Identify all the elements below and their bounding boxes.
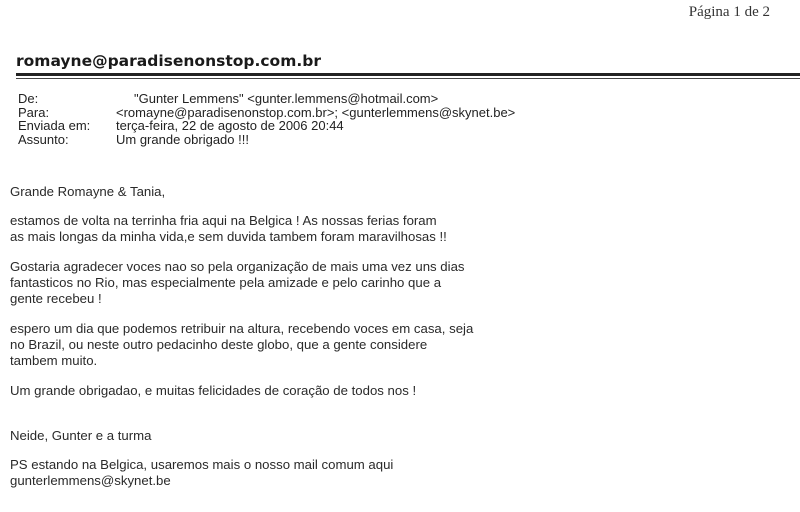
header-divider-thin bbox=[16, 78, 800, 79]
paragraph-4: Um grande obrigadao, e muitas felicidades de coração de todos nos ! bbox=[10, 383, 417, 398]
paragraph-3: espero um dia que podemos retribuir na altura, recebendo voces em casa, seja no Brazil, ou neste outro pedacinho deste globo, que a gente considere tambem muito. bbox=[10, 321, 474, 368]
header-subject bbox=[18, 133, 515, 147]
signoff: Neide, Gunter e a turma bbox=[10, 428, 152, 443]
paragraph-2: Gostaria agradecer voces nao so pela organização de mais uma vez uns dias fantasticos no Rio, mas especialmente pela amizade e pelo carinho que a gente recebeu ! bbox=[10, 259, 465, 306]
header-label: Enviada em: bbox=[18, 118, 91, 133]
subject-value: Um grande obrigado !!! bbox=[116, 131, 249, 147]
to-value: <romayne@paradisenonstop.com.br>; <gunterlemmens@skynet.be> bbox=[116, 104, 516, 120]
greeting: Grande Romayne & Tania, bbox=[10, 184, 166, 199]
header-label: De: bbox=[18, 91, 39, 106]
header-from bbox=[18, 92, 515, 106]
postscript: PS estando na Belgica, usaremos mais o nosso mail comum aqui gunterlemmens@skynet.be bbox=[10, 457, 770, 489]
header-label: Assunto: bbox=[18, 131, 69, 147]
mailbox-title: romayne@paradisenonstop.com.br bbox=[16, 52, 321, 70]
email-headers bbox=[18, 92, 515, 146]
sent-value: terça-feira, 22 de agosto de 2006 20:44 bbox=[116, 118, 344, 133]
header-label: Para: bbox=[18, 104, 50, 120]
paragraph-1: estamos de volta na terrinha fria aqui na Belgica ! As nossas ferias foram as mais longas da minha vida,e sem duvida tambem foram maravilhosas !! bbox=[10, 213, 447, 244]
from-value: "Gunter Lemmens" <gunter.lemmens@hotmail.com> bbox=[134, 91, 439, 106]
email-body bbox=[10, 184, 770, 489]
header-to bbox=[18, 106, 515, 120]
header-divider bbox=[16, 73, 800, 76]
header-sent bbox=[18, 119, 515, 133]
page-number: Página 1 de 2 bbox=[688, 4, 770, 20]
ps-email: gunterlemmens@skynet.be bbox=[10, 473, 171, 488]
